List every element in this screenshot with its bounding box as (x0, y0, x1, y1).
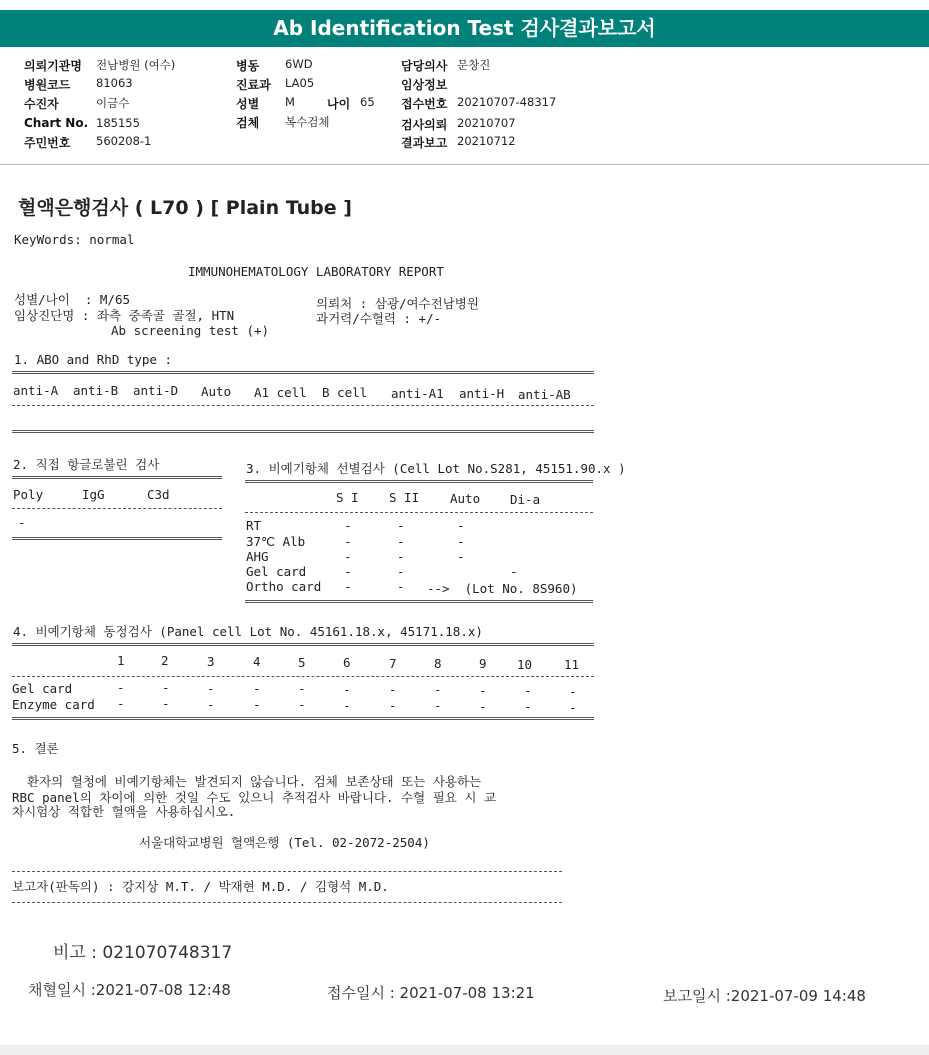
panel-header-rule (12, 676, 594, 677)
conclusion-line: RBC panel의 차이에 의한 것일 수도 있으니 추적검사 바랍니다. 수혈 필요 시 교 (12, 790, 497, 805)
panel-title: 4. 비예기항체 동정검사 (Panel cell Lot No. 45161.18.x, 45171.18.x) (13, 624, 483, 639)
request-date-label: 검사의뢰 (401, 118, 448, 132)
hospital-code-value: 81063 (96, 76, 133, 90)
abo-header-rule (12, 405, 594, 406)
panel-cell-number: 6 (343, 655, 351, 670)
panel-cell-number: 9 (479, 656, 487, 671)
accession-value: 20210707-48317 (457, 95, 557, 109)
screen-title: 3. 비예기항체 선별검사 (Cell Lot No.S281, 45151.90.x ) (246, 461, 626, 476)
screen-col-header: Di-a (510, 492, 541, 507)
institution-contact: 서울대학교병원 혈액은행 (Tel. 02-2072-2504) (139, 835, 430, 850)
reported-time: 보고일시 :2021-07-09 14:48 (663, 987, 866, 1005)
dat-top-rule (12, 476, 222, 479)
request-date-value: 20210707 (457, 116, 516, 130)
panel-cell: - (479, 699, 487, 714)
screen-row-label: RT (246, 518, 262, 533)
panel-cell: - (343, 698, 351, 713)
physician-label: 담당의사 (401, 59, 448, 73)
conclusion-line: 차시험상 적합한 혈액을 사용하십시오. (12, 804, 236, 819)
panel-cell: - (524, 683, 532, 698)
diagnosis-line: 임상진단명 : 좌측 중족골 골절, HTN (14, 308, 235, 323)
ortho-lot-note: --> (Lot No. 8S960) (427, 581, 578, 596)
screen-cell: - (344, 564, 352, 579)
screen-row-label: AHG (246, 549, 269, 564)
panel-cell-number: 4 (253, 654, 261, 669)
panel-top-rule (12, 643, 594, 646)
panel-cell: - (434, 698, 442, 713)
panel-cell: - (298, 681, 306, 696)
dat-col-header: IgG (82, 487, 105, 502)
dat-header-rule (12, 508, 222, 509)
panel-cell-number: 8 (434, 656, 442, 671)
sex-label: 성별 (236, 97, 260, 111)
chart-no-value: 185155 (96, 116, 140, 130)
sex-age-line: 성별/나이 : M/65 (14, 292, 131, 307)
chart-no-label: Chart No. (24, 116, 89, 130)
patient-value: 이금수 (96, 96, 130, 110)
panel-cell: - (343, 682, 351, 697)
collection-time: 채혈일시 :2021-07-08 12:48 (28, 981, 231, 999)
panel-cell-number: 1 (117, 653, 125, 668)
report-date-value: 20210712 (457, 134, 516, 148)
screen-cell: - (344, 534, 352, 549)
screen-row-label: Ortho card (246, 579, 322, 594)
remark: 비고 : 021070748317 (53, 943, 233, 963)
screen-bottom-rule (245, 600, 593, 603)
abo-col-header: anti-A (13, 383, 59, 398)
abo-col-header: anti-H (459, 386, 505, 401)
department-value: LA05 (285, 76, 315, 90)
panel-cell-number: 10 (517, 657, 533, 672)
institution-value: 전남병원 (여수) (96, 58, 176, 72)
lab-report-title: IMMUNOHEMATOLOGY LABORATORY REPORT (188, 264, 444, 279)
reporter-bottom-rule (12, 902, 562, 903)
clinical-info-label: 임상정보 (401, 78, 448, 92)
age-value: 65 (360, 95, 375, 109)
patient-label: 수진자 (24, 97, 59, 111)
reporters-line: 보고자(판독의) : 강지상 M.T. / 박재현 M.D. / 김형석 M.D. (12, 879, 389, 894)
panel-cell-number: 5 (298, 655, 306, 670)
screen-col-header: S II (389, 490, 420, 505)
screen-row-label: Gel card (246, 564, 307, 579)
panel-cell: - (117, 680, 125, 695)
history-line: 과거력/수혈력 : +/- (316, 311, 442, 326)
screen-header-rule (245, 512, 593, 513)
abo-col-header: Auto (201, 384, 232, 399)
accession-label: 접수번호 (401, 97, 448, 111)
panel-row-label: Gel card (12, 681, 73, 696)
screen-cell: - (344, 518, 352, 533)
panel-cell-number: 11 (564, 657, 580, 672)
abo-title: 1. ABO and RhD type : (14, 352, 173, 367)
screen-cell: - (397, 549, 405, 564)
abo-col-header: anti-D (133, 383, 179, 398)
conclusion-line: 환자의 혈청에 비예기항체는 발견되지 않습니다. 검체 보존상태 또는 사용하는 (27, 774, 482, 789)
panel-cell: - (253, 681, 261, 696)
screen-row-label: 37℃ Alb (246, 534, 306, 549)
screen-cell: - (457, 534, 465, 549)
panel-cell-number: 3 (207, 654, 215, 669)
abo-col-header: anti-A1 (391, 386, 444, 401)
specimen-label: 검체 (236, 116, 260, 130)
dat-col-header: Poly (13, 487, 44, 502)
ward-value: 6WD (285, 57, 313, 71)
panel-cell-number: 2 (161, 653, 169, 668)
panel-cell: - (207, 697, 215, 712)
panel-cell: - (569, 684, 577, 699)
screen-cell: - (510, 564, 518, 579)
panel-cell-number: 7 (389, 656, 397, 671)
abo-bottom-rule (12, 430, 594, 433)
keywords: KeyWords: normal (14, 232, 135, 247)
reporter-top-rule (12, 871, 562, 872)
dat-col-header: C3d (147, 487, 170, 502)
panel-cell: - (298, 697, 306, 712)
report-date-label: 결과보고 (401, 136, 448, 150)
institution-label: 의뢰기관명 (24, 59, 82, 73)
sex-value: M (285, 95, 295, 109)
panel-cell: - (479, 683, 487, 698)
screen-cell: - (397, 564, 405, 579)
hospital-code-label: 병원코드 (24, 78, 71, 92)
diagnosis-line-2: Ab screening test (+) (111, 323, 270, 338)
screen-col-header: S I (336, 490, 359, 505)
specimen-value: 복수검체 (285, 115, 330, 129)
panel-cell: - (162, 696, 170, 711)
panel-cell: - (389, 682, 397, 697)
panel-cell: - (524, 699, 532, 714)
dat-title: 2. 직접 항글로불린 검사 (13, 457, 160, 472)
banner-title: Ab Identification Test 검사결과보고서 (273, 16, 656, 40)
physician-value: 문창진 (457, 58, 491, 72)
section-title: 혈액은행검사 ( L70 ) [ Plain Tube ] (18, 197, 352, 219)
screen-top-rule (245, 480, 593, 483)
received-time: 접수일시 : 2021-07-08 13:21 (327, 984, 535, 1002)
panel-cell: - (389, 698, 397, 713)
screen-cell: - (397, 534, 405, 549)
abo-col-header: anti-AB (518, 387, 571, 402)
resident-no-label: 주민번호 (24, 136, 71, 150)
conclusion-title: 5. 결론 (12, 741, 59, 756)
header-divider (0, 164, 929, 165)
report-banner (0, 10, 929, 47)
abo-col-header: A1 cell (254, 385, 307, 400)
screen-cell: - (344, 579, 352, 594)
screen-cell: - (457, 549, 465, 564)
screen-cell: - (344, 549, 352, 564)
panel-cell: - (207, 681, 215, 696)
screen-col-header: Auto (450, 491, 481, 506)
dat-bottom-rule (12, 537, 222, 540)
referrer-line: 의뢰처 : 삼광/여수전남병원 (316, 296, 479, 311)
screen-cell: - (397, 579, 405, 594)
abo-top-rule (12, 371, 594, 374)
screen-cell: - (457, 518, 465, 533)
panel-cell: - (162, 680, 170, 695)
ward-label: 병동 (236, 59, 260, 73)
panel-cell: - (253, 697, 261, 712)
panel-bottom-rule (12, 717, 594, 720)
resident-no-value: 560208-1 (96, 134, 152, 148)
age-label: 나이 (327, 97, 351, 111)
department-label: 진료과 (236, 78, 271, 92)
panel-cell: - (569, 700, 577, 715)
screen-cell: - (397, 518, 405, 533)
panel-cell: - (117, 696, 125, 711)
panel-row-label: Enzyme card (12, 697, 95, 712)
dat-value: - (18, 515, 26, 530)
abo-col-header: anti-B (73, 383, 119, 398)
abo-col-header: B cell (322, 385, 368, 400)
bottom-band (0, 1045, 929, 1055)
panel-cell: - (434, 682, 442, 697)
